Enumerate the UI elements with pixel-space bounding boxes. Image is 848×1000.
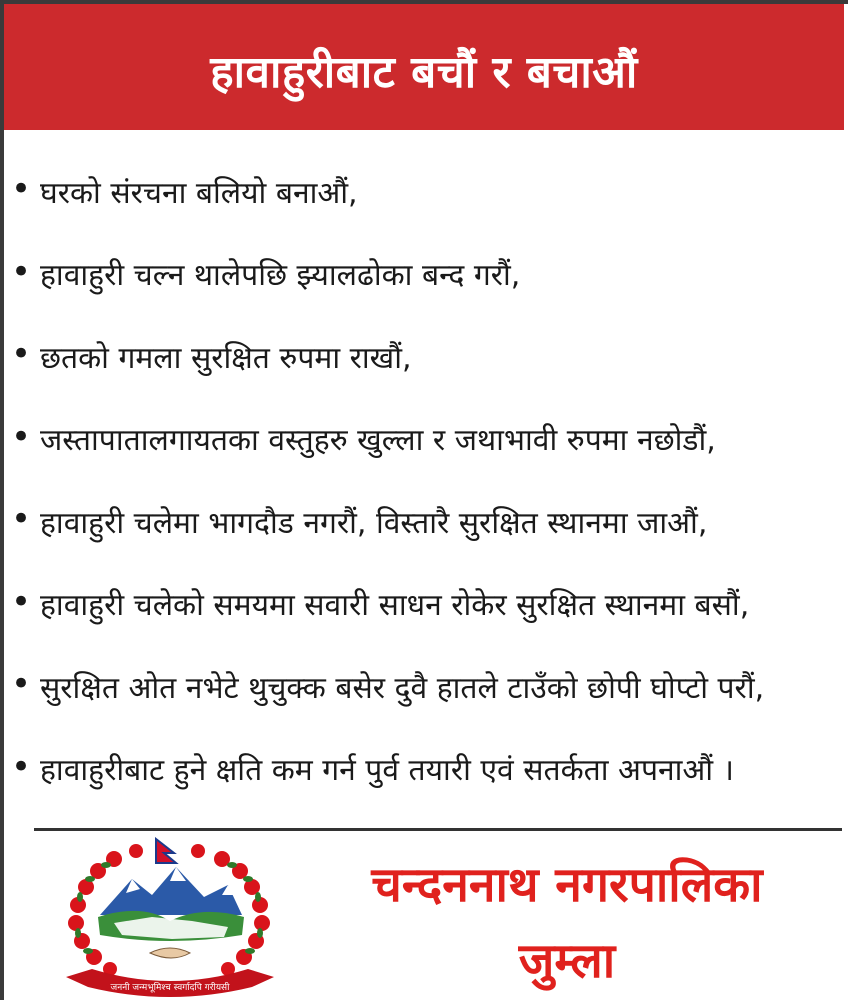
list-item-text: हावाहुरी चलेको समयमा सवारी साधन रोकेर सुरक्षित स्थानमा बसौं,: [40, 588, 750, 624]
bullet-icon: •: [10, 499, 32, 540]
list-item: [10, 315, 840, 398]
list-item: [10, 398, 840, 481]
list-item: [10, 563, 840, 646]
list-item-text: सुरक्षित ओत नभेटे थुचुक्क बसेर दुवै हातले टाउँको छोपी घोप्टो परौं,: [40, 670, 765, 706]
bullet-icon: •: [10, 746, 32, 787]
bullet-icon: •: [10, 581, 32, 622]
bullet-icon: •: [10, 251, 32, 292]
list-item-text: हावाहुरी चल्न थालेपछि झ्यालढोका बन्द गरौं,: [40, 258, 521, 294]
flag-icon: [156, 839, 176, 863]
bullet-icon: •: [10, 334, 32, 375]
district-name: जुम्ला: [518, 933, 616, 989]
list-item-text: छतको गमला सुरक्षित रुपमा राखौं,: [40, 340, 412, 376]
title-banner: [4, 4, 844, 130]
poster-title: हावाहुरीबाट बचौं र बचाऔं: [210, 47, 638, 98]
list-item: [10, 645, 840, 728]
emblem-motto: जननी जन्मभूमिश्च स्वर्गादपि गरीयसी: [110, 983, 230, 993]
list-item: [10, 728, 840, 811]
list-item: [10, 480, 840, 563]
safety-tips-list: [10, 150, 840, 810]
list-item-text: घरको संरचना बलियो बनाऔं,: [40, 175, 358, 211]
bullet-icon: •: [10, 664, 32, 705]
list-item-text: हावाहुरी चलेमा भागदौड नगरौं, विस्तारै सुरक्षित स्थानमा जाऔं,: [40, 505, 708, 541]
nepal-emblem-icon: [52, 837, 288, 997]
municipality-name: चन्दननाथ नगरपालिका: [371, 857, 763, 913]
bullet-icon: •: [10, 169, 32, 210]
footer: [4, 831, 848, 1000]
bullet-icon: •: [10, 416, 32, 457]
list-item: [10, 150, 840, 233]
list-item: [10, 233, 840, 316]
list-item-text: जस्तापातालगायतका वस्तुहरु खुल्ला र जथाभावी रुपमा नछोडौं,: [40, 423, 716, 459]
list-item-text: हावाहुरीबाट हुने क्षति कम गर्न पुर्व तयारी एवं सतर्कता अपनाऔं ।: [40, 753, 734, 789]
